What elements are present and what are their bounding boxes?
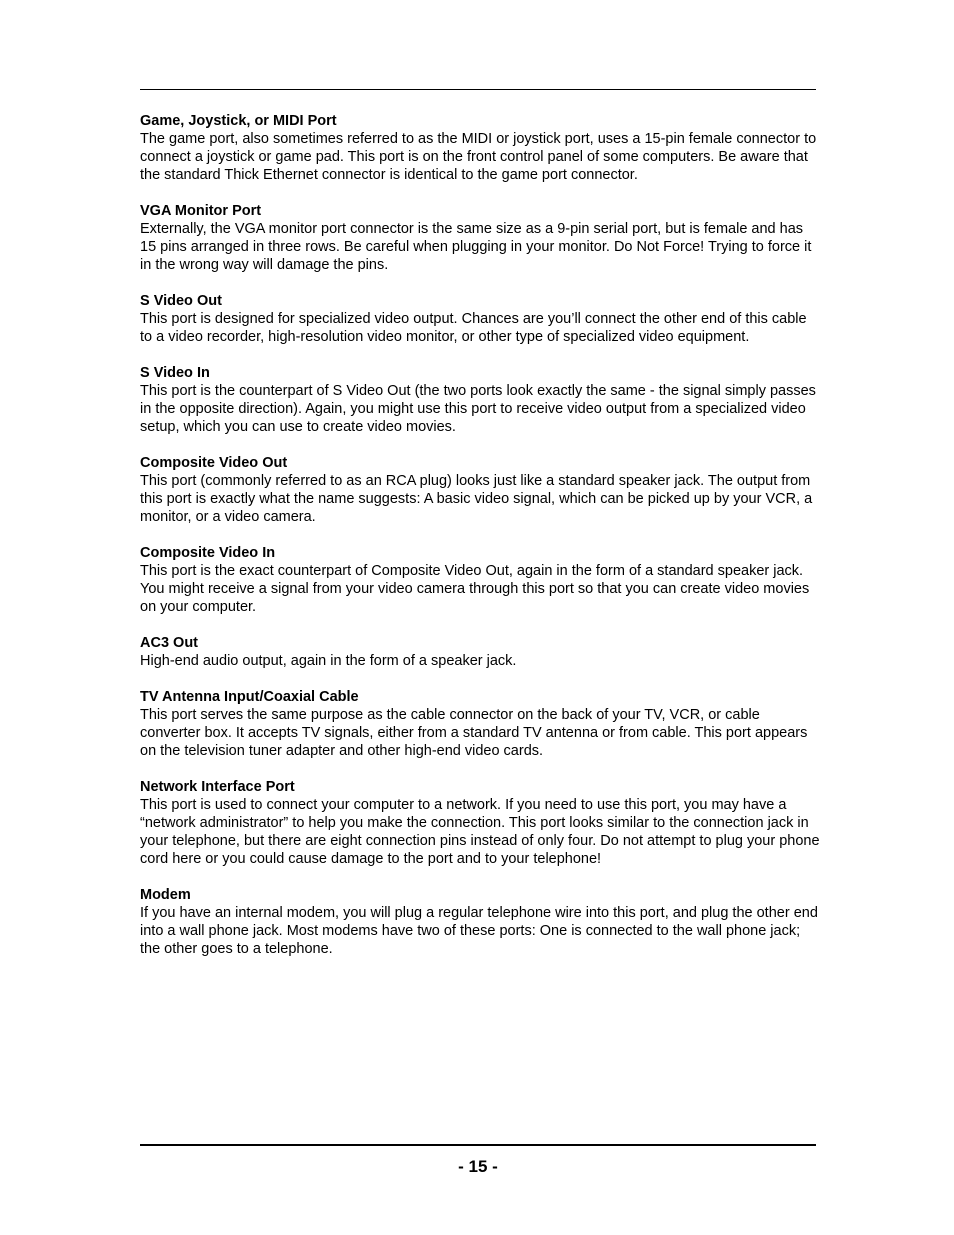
section-title: Game, Joystick, or MIDI Port <box>140 113 337 129</box>
section-ac3-out <box>140 634 820 670</box>
section-network-interface-port <box>140 778 820 868</box>
footer-rule <box>140 1144 816 1146</box>
section-title: S Video Out <box>140 293 222 309</box>
section-title: Composite Video Out <box>140 455 288 471</box>
document-content <box>140 112 820 976</box>
section-body: Externally, the VGA monitor port connector is the same size as a 9-pin serial port, but is female and has 15 pins arranged in three rows. Be careful when plugging in your monitor. Do Not Force! Trying to force it in the wrong way will damage the pins. <box>140 221 812 273</box>
section-title: S Video In <box>140 365 210 381</box>
section-tv-antenna-input <box>140 688 820 760</box>
section-body: If you have an internal modem, you will plug a regular telephone wire into this port, and plug the other end into a wall phone jack. Most modems have two of these ports: One is connected to the wall phone jack; the other goes to a telephone. <box>140 905 818 957</box>
section-body: This port serves the same purpose as the cable connector on the back of your TV, VCR, or cable converter box. It accepts TV signals, either from a standard TV antenna or from cable. This port appears on the television tuner adapter and other high-end video cards. <box>140 707 808 759</box>
header-rule <box>140 89 816 90</box>
section-body: This port is used to connect your computer to a network. If you need to use this port, you may have a “network administrator” to help you make the connection. This port looks similar to the connection jack in your telephone, but there are eight connection pins instead of only four. Do not attempt to plug your phone cord here or you could cause damage to the port and to your telephone! <box>140 797 820 867</box>
section-composite-video-in <box>140 544 820 616</box>
section-body: This port is the exact counterpart of Composite Video Out, again in the form of a standard speaker jack. You might receive a signal from your video camera through this port so that you can create video movies on your computer. <box>140 563 810 615</box>
section-body: High-end audio output, again in the form of a speaker jack. <box>140 653 517 669</box>
section-game-port <box>140 112 820 184</box>
section-title: AC3 Out <box>140 635 198 651</box>
section-body: This port is the counterpart of S Video Out (the two ports look exactly the same - the signal simply passes in the opposite direction). Again, you might use this port to receive video output from a specialized video setup, which you can use to create video movies. <box>140 383 816 435</box>
section-title: Modem <box>140 887 191 903</box>
section-title: TV Antenna Input/Coaxial Cable <box>140 689 359 705</box>
section-composite-video-out <box>140 454 820 526</box>
section-body: This port (commonly referred to as an RCA plug) looks just like a standard speaker jack. The output from this port is exactly what the name suggests: A basic video signal, which can be picked up by your VCR, a monitor, or a video camera. <box>140 473 813 525</box>
section-s-video-out <box>140 292 820 346</box>
page-number: - 15 - <box>458 1157 498 1176</box>
section-title: Network Interface Port <box>140 779 295 795</box>
section-vga-monitor-port <box>140 202 820 274</box>
section-title: VGA Monitor Port <box>140 203 262 219</box>
section-modem <box>140 886 820 958</box>
section-title: Composite Video In <box>140 545 276 561</box>
section-body: This port is designed for specialized video output. Chances are you’ll connect the other end of this cable to a video recorder, high-resolution video monitor, or other type of specialized video equipment. <box>140 311 807 345</box>
section-body: The game port, also sometimes referred to as the MIDI or joystick port, uses a 15-pin female connector to connect a joystick or game pad. This port is on the front control panel of some computers. Be aware that the standard Thick Ethernet connector is identical to the game port connector. <box>140 131 817 183</box>
section-s-video-in <box>140 364 820 436</box>
